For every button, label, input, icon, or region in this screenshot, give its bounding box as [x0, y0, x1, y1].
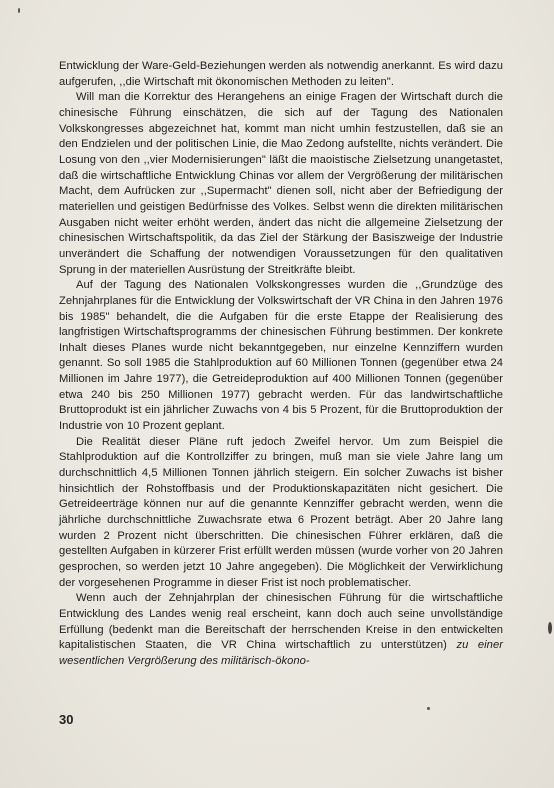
ink-speck	[427, 707, 430, 710]
ink-speck	[548, 622, 552, 634]
paragraph-3: Auf der Tagung des Nationalen Volkskongresses wurden die ,,Grundzüge des Zehnjahrplanes für die Entwicklung der Volkswirtschaft der VR China in den Jahren 1976 bis 1985" behandelt, die die Aufgaben für die erste Etappe der Realisierung des langfristigen Wirtschaftsprogramms der chinesischen Führung bestimmen. Der konkrete Inhalt dieses Planes wurde nicht bekanntgegeben, nur einzelne Kennziffern wurden genannt. So soll 1985 die Stahlproduktion auf 60 Millionen Tonnen (gegenüber etwa 24 Millionen im Jahre 1977), die Getreideproduktion auf 400 Millionen Tonnen (gegenüber etwa 240 bis 250 Millionen 1977) gebracht werden. Für das landwirtschaftliche Bruttoprodukt ist ein jährlicher Zuwachs von 4 bis 5 Prozent, für die Bruttoproduktion der Industrie von 10 Prozent geplant.	[59, 279, 503, 433]
paragraph-5-text: Wenn auch der Zehnjahrplan der chinesischen Führung für die wirtschaftliche Entwicklung des Landes wenig real erscheint, kann doch auch seine unvollständige Erfüllung (bedenkt man die Bereitschaft der herrschenden Kreise in den entwickelten kapitalistischen Staaten, die VR China wirtschaftlich zu unterstützen)	[59, 592, 503, 652]
paragraph-5-italic: zu einer wesentlichen Vergrößerung des militärisch-ökono-	[59, 639, 503, 667]
paragraph-1: Entwicklung der Ware-Geld-Beziehungen werden als notwendig anerkannt. Es wird dazu aufgerufen, ,,die Wirtschaft mit ökonomischen Methoden zu leiten".	[59, 60, 503, 88]
paragraph-4: Die Realität dieser Pläne ruft jedoch Zweifel hervor. Um zum Beispiel die Stahlproduktion auf die Kontrollziffer zu bringen, muß man sie viele Jahre lang um durchschnittlich 4,5 Millionen Tonnen jährlich steigern. Ein solcher Zuwachs ist bisher hinsichtlich der Rohstoffbasis und der Produktionskapazitäten nicht gesichert. Die Getreideerträge können nur auf die genannte Kennziffer gebracht werden, wenn die jährliche durchschnittliche Zuwachsrate etwa 6 Prozent beträgt. Aber 20 Jahre lang wurden 2 Prozent nicht überschritten. Die chinesischen Führer erklären, daß die gestellten Aufgaben in kürzerer Frist erfüllt werden müssen (wurde vorher von 20 Jahren gesprochen, so werden jetzt 10 Jahre angegeben). Die Möglichkeit der Verwirklichung der vorgesehenen Programme in dieser Frist ist noch problematischer.	[59, 435, 503, 589]
ink-speck	[18, 8, 20, 13]
page-number: 30	[59, 712, 74, 727]
paragraph-5	[59, 591, 503, 669]
paragraph-2: Will man die Korrektur des Herangehens an einige Fragen der Wirtschaft durch die chinesische Führung einschätzen, die sich auf der Tagung des Nationalen Volkskongresses abgezeichnet hat, kommt man nicht umhin festzustellen, daß sie an den Endzielen und der politischen Linie, die Mao Zedong aufstellte, nichts verändert. Die Losung von den ,,vier Modernisierungen" läßt die maoistische Zielsetzung unangetastet, daß die wirtschaftliche Entwicklung Chinas vor allem der Vergrößerung der militärischen Macht, dem Aufrücken zur ,,Supermacht" dienen soll, nicht aber der Befriedigung der materiellen und geistigen Bedürfnisse des Volkes. Selbst wenn die direkten militärischen Ausgaben nicht weiter erhöht werden, ändert das nicht die allgemeine Zielsetzung der chinesischen Wirtschaftspolitik, da das Ziel der Stärkung der Basiszweige der Industrie unverändert die Schaffung der notwendigen Voraussetzungen für den qualitativen Sprung in der materiellen Ausrüstung der Streitkräfte bleibt.	[59, 91, 503, 276]
body-text	[59, 59, 503, 670]
